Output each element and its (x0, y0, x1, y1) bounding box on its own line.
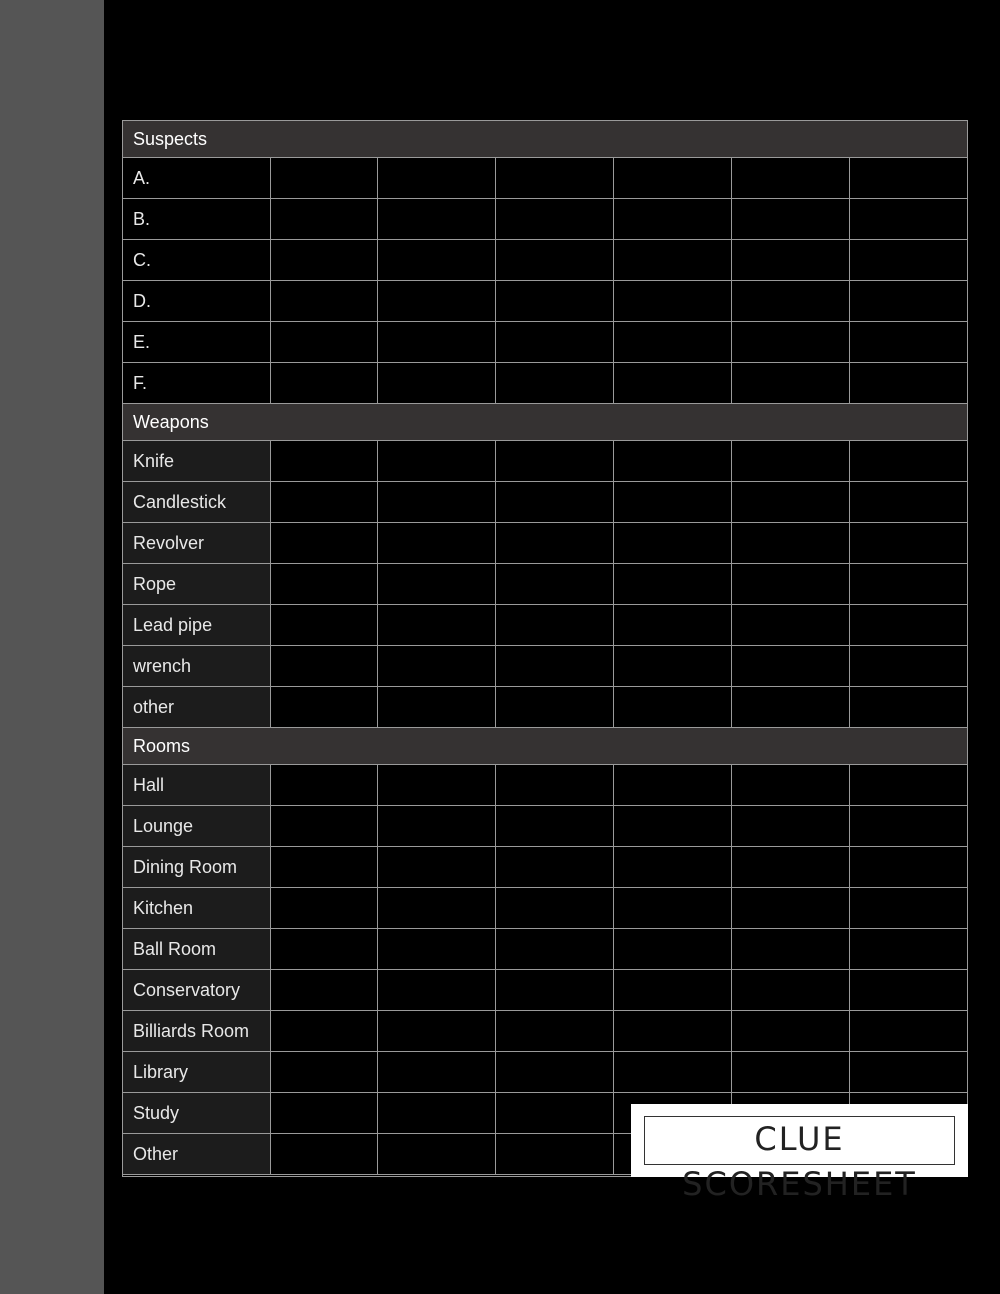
mark-cell[interactable] (614, 158, 732, 198)
mark-cell[interactable] (614, 806, 732, 846)
mark-cell[interactable] (614, 646, 732, 686)
mark-cell[interactable] (614, 765, 732, 805)
mark-cell[interactable] (496, 523, 614, 563)
mark-cell[interactable] (496, 605, 614, 645)
mark-cell[interactable] (614, 564, 732, 604)
mark-cell[interactable] (378, 199, 496, 239)
mark-cell[interactable] (271, 523, 378, 563)
mark-cell[interactable] (614, 281, 732, 321)
mark-cell[interactable] (496, 1134, 614, 1174)
mark-cell[interactable] (732, 564, 850, 604)
mark-cell[interactable] (378, 240, 496, 280)
mark-cell[interactable] (850, 847, 967, 887)
mark-cell[interactable] (271, 605, 378, 645)
mark-cell[interactable] (378, 1011, 496, 1051)
row-label: Ball Room (123, 929, 271, 969)
mark-cell[interactable] (732, 888, 850, 928)
mark-cell[interactable] (271, 1052, 378, 1092)
section-header-suspects: Suspects (123, 121, 967, 158)
title-label-box (631, 1104, 968, 1203)
row-label: Billiards Room (123, 1011, 271, 1051)
mark-cell[interactable] (271, 322, 378, 362)
row-label: B. (123, 199, 271, 239)
mark-cell[interactable] (850, 806, 967, 846)
mark-cell[interactable] (496, 765, 614, 805)
mark-cell[interactable] (496, 970, 614, 1010)
mark-cell[interactable] (614, 970, 732, 1010)
mark-cell[interactable] (271, 441, 378, 481)
table-row (123, 1052, 967, 1093)
mark-cell[interactable] (614, 482, 732, 522)
mark-cell[interactable] (378, 605, 496, 645)
mark-cell[interactable] (732, 687, 850, 727)
mark-cell[interactable] (496, 564, 614, 604)
table-row (123, 363, 967, 404)
mark-cell[interactable] (378, 646, 496, 686)
row-label: E. (123, 322, 271, 362)
mark-cell[interactable] (378, 158, 496, 198)
mark-cell[interactable] (614, 1052, 732, 1092)
mark-cell[interactable] (614, 199, 732, 239)
mark-cell[interactable] (271, 847, 378, 887)
table-row (123, 240, 967, 281)
mark-cell[interactable] (496, 1093, 614, 1133)
row-label: Dining Room (123, 847, 271, 887)
mark-cell[interactable] (614, 687, 732, 727)
row-label: Kitchen (123, 888, 271, 928)
mark-cell[interactable] (271, 564, 378, 604)
table-row (123, 847, 967, 888)
mark-cell[interactable] (271, 199, 378, 239)
mark-cell[interactable] (732, 605, 850, 645)
mark-cell[interactable] (850, 482, 967, 522)
table-row (123, 564, 967, 605)
mark-cell[interactable] (614, 929, 732, 969)
row-label: Other (123, 1134, 271, 1174)
mark-cell[interactable] (732, 482, 850, 522)
table-row (123, 482, 967, 523)
mark-cell[interactable] (378, 1134, 496, 1174)
mark-cell[interactable] (614, 888, 732, 928)
mark-cell[interactable] (378, 888, 496, 928)
row-label: D. (123, 281, 271, 321)
row-label: Candlestick (123, 482, 271, 522)
mark-cell[interactable] (614, 605, 732, 645)
mark-cell[interactable] (732, 1052, 850, 1092)
mark-cell[interactable] (496, 888, 614, 928)
mark-cell[interactable] (850, 605, 967, 645)
mark-cell[interactable] (732, 929, 850, 969)
mark-cell[interactable] (271, 482, 378, 522)
row-label: Rope (123, 564, 271, 604)
mark-cell[interactable] (271, 1093, 378, 1133)
mark-cell[interactable] (732, 441, 850, 481)
mark-cell[interactable] (732, 847, 850, 887)
mark-cell[interactable] (850, 1052, 967, 1092)
mark-cell[interactable] (496, 1011, 614, 1051)
mark-cell[interactable] (378, 970, 496, 1010)
mark-cell[interactable] (271, 1134, 378, 1174)
mark-cell[interactable] (496, 1052, 614, 1092)
mark-cell[interactable] (378, 847, 496, 887)
table-row (123, 322, 967, 363)
row-label: F. (123, 363, 271, 403)
mark-cell[interactable] (271, 888, 378, 928)
mark-cell[interactable] (850, 970, 967, 1010)
mark-cell[interactable] (378, 363, 496, 403)
mark-cell[interactable] (850, 322, 967, 362)
mark-cell[interactable] (271, 687, 378, 727)
mark-cell[interactable] (732, 158, 850, 198)
mark-cell[interactable] (496, 240, 614, 280)
mark-cell[interactable] (378, 765, 496, 805)
mark-cell[interactable] (271, 646, 378, 686)
mark-cell[interactable] (378, 564, 496, 604)
row-label: A. (123, 158, 271, 198)
table-row (123, 199, 967, 240)
mark-cell[interactable] (732, 970, 850, 1010)
mark-cell[interactable] (378, 1052, 496, 1092)
mark-cell[interactable] (732, 199, 850, 239)
mark-cell[interactable] (496, 158, 614, 198)
mark-cell[interactable] (850, 564, 967, 604)
mark-cell[interactable] (850, 281, 967, 321)
mark-cell[interactable] (732, 646, 850, 686)
row-label: other (123, 687, 271, 727)
mark-cell[interactable] (378, 687, 496, 727)
mark-cell[interactable] (378, 322, 496, 362)
mark-cell[interactable] (378, 806, 496, 846)
mark-cell[interactable] (732, 806, 850, 846)
mark-cell[interactable] (614, 441, 732, 481)
table-row (123, 765, 967, 806)
mark-cell[interactable] (850, 523, 967, 563)
mark-cell[interactable] (732, 1011, 850, 1051)
mark-cell[interactable] (614, 322, 732, 362)
mark-cell[interactable] (271, 765, 378, 805)
row-label: Revolver (123, 523, 271, 563)
mark-cell[interactable] (850, 441, 967, 481)
table-row (123, 158, 967, 199)
row-label: Lead pipe (123, 605, 271, 645)
mark-cell[interactable] (850, 687, 967, 727)
mark-cell[interactable] (271, 1011, 378, 1051)
mark-cell[interactable] (614, 240, 732, 280)
mark-cell[interactable] (271, 240, 378, 280)
table-row (123, 605, 967, 646)
mark-cell[interactable] (496, 482, 614, 522)
row-label: Library (123, 1052, 271, 1092)
table-row (123, 687, 967, 728)
mark-cell[interactable] (732, 281, 850, 321)
mark-cell[interactable] (732, 363, 850, 403)
mark-cell[interactable] (614, 363, 732, 403)
row-label: C. (123, 240, 271, 280)
table-row (123, 806, 967, 847)
mark-cell[interactable] (496, 929, 614, 969)
mark-cell[interactable] (614, 847, 732, 887)
mark-cell[interactable] (850, 199, 967, 239)
mark-cell[interactable] (614, 1011, 732, 1051)
table-row (123, 441, 967, 482)
mark-cell[interactable] (850, 646, 967, 686)
mark-cell[interactable] (496, 806, 614, 846)
mark-cell[interactable] (850, 888, 967, 928)
mark-cell[interactable] (496, 363, 614, 403)
mark-cell[interactable] (496, 281, 614, 321)
row-label: wrench (123, 646, 271, 686)
table-row (123, 1011, 967, 1052)
mark-cell[interactable] (496, 322, 614, 362)
mark-cell[interactable] (271, 929, 378, 969)
row-label: Knife (123, 441, 271, 481)
mark-cell[interactable] (496, 646, 614, 686)
mark-cell[interactable] (378, 929, 496, 969)
row-label: Lounge (123, 806, 271, 846)
row-label: Study (123, 1093, 271, 1133)
table-row (123, 929, 967, 970)
row-label: Hall (123, 765, 271, 805)
table-row (123, 281, 967, 322)
mark-cell[interactable] (378, 482, 496, 522)
mark-cell[interactable] (271, 970, 378, 1010)
cover-spine (0, 0, 104, 1294)
table-row (123, 970, 967, 1011)
section-header-rooms: Rooms (123, 728, 967, 765)
mark-cell[interactable] (378, 281, 496, 321)
mark-cell[interactable] (850, 158, 967, 198)
mark-cell[interactable] (614, 523, 732, 563)
table-row (123, 523, 967, 564)
scoresheet-grid (122, 120, 968, 1177)
mark-cell[interactable] (850, 240, 967, 280)
mark-cell[interactable] (271, 281, 378, 321)
mark-cell[interactable] (378, 441, 496, 481)
mark-cell[interactable] (496, 687, 614, 727)
mark-cell[interactable] (850, 1011, 967, 1051)
row-label: Conservatory (123, 970, 271, 1010)
table-row (123, 646, 967, 687)
mark-cell[interactable] (496, 847, 614, 887)
mark-cell[interactable] (732, 322, 850, 362)
section-header-weapons: Weapons (123, 404, 967, 441)
mark-cell[interactable] (850, 363, 967, 403)
mark-cell[interactable] (271, 363, 378, 403)
table-row (123, 888, 967, 929)
mark-cell[interactable] (271, 806, 378, 846)
mark-cell[interactable] (378, 523, 496, 563)
mark-cell[interactable] (732, 523, 850, 563)
mark-cell[interactable] (732, 765, 850, 805)
mark-cell[interactable] (496, 199, 614, 239)
mark-cell[interactable] (378, 1093, 496, 1133)
mark-cell[interactable] (850, 765, 967, 805)
page-title: CLUE SCORESHEET (644, 1116, 955, 1165)
mark-cell[interactable] (271, 158, 378, 198)
mark-cell[interactable] (732, 240, 850, 280)
mark-cell[interactable] (496, 441, 614, 481)
mark-cell[interactable] (850, 929, 967, 969)
